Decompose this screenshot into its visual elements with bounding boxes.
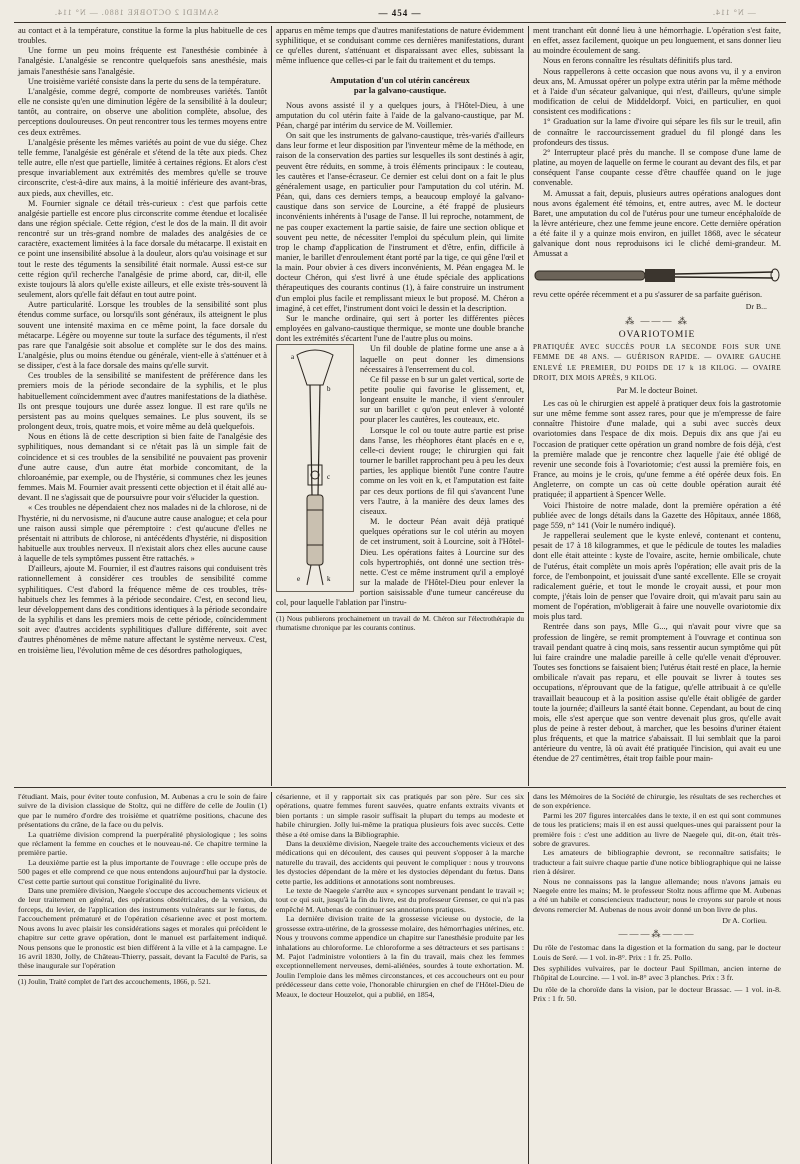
paragraph: L'analgésie, comme degré, comporte de nombreuses variétés. Tantôt elle ne consiste qu'en une diminution légère de la sensibilité à la douleur; tantôt, au contraire, on observe une abolition complète, absolue, des perceptions douloureuses. On peut rencontrer tous les termes moyens entre ces deux extrêmes. [18,86,267,137]
paragraph: Parmi les 207 figures intercalées dans le texte, il en est qui sont communes de tous les praticiens; mais il en est aussi quelques-unes qui paraissent pour la première fois : c'est une addition au livre de Naegele qui, dit-on, était très-sobre de gravures. [533,810,781,849]
paragraph: Dans la deuxième division, Naegele traite des accouchements vicieux et des médications qui en découlent, des causes qui peuvent s'opposer à la marche naturelle du travail, des accidents qui peuvent le compliquer : nous y trouvons les dystocies dépendant de la mère et les dystocies dépendant du fœtus. Dans cette partie, les additions et annotations sont nombreuses. [276,839,524,886]
figure-label: e [297,575,301,584]
paragraph: Ces troubles de la sensibilité se manifestent de préférence dans les premiers mois de la période secondaire de la syphilis, et le plus habituellement coïncidemment avec d'autres manifestations de la diathèse. Ils ont presque toujours une durée assez longue. Il est rare qu'ils ne persistent pas au moins quelques semaines. Le plus souvent, ils se prolongent deux, trois, quatre mois, et voire même au delà quelquefois. [18,371,267,432]
separator-ornament: ———⁂——— [618,928,696,939]
paragraph: Lorsque le col ou toute autre partie est prise dans l'anse, les rhéophores étant placés en e e, celle-ci devient rouge; le chirurgien qui fait tourner le barillet rapprochant peu à peu les deux parties, les applique bientôt l'une contre l'autre comme on les voit en k, et l'amputation est faite par ces deux portions de fil qui s'avancent l'une vers l'autre, à la manière des deux lames des ciseaux. [360,425,524,516]
paragraph: apparus en même temps que d'autres manifestations de nature évidemment syphilitique, et se conduisant comme ces dernières manifestations, durant ce qu'elles durent, s'atténuant et disparaissant avec elles, subissant la même influence que celles-ci par le fait du traitement et du temps. [276,26,524,66]
signature: Dr B... [745,301,767,311]
paragraph: ment tranchant eût donné lieu à une hémorrhagie. L'opération s'est faite, en effet, assez facilement, quoique un peu longuement, et sans donner lieu au moindre écoulement de sang. [533,26,781,56]
lower-column-3 [528,792,785,1164]
upper-columns [14,26,786,786]
paragraph: L'analgésie présente les mêmes variétés au point de vue du siége. Chez telle femme, l'analgésie est générale et s'étend de la tête aux pieds. Chez telle autre, elle n'est que partielle, limitée à certaines régions. Et alors c'est presque invariablement aux extrémités des membres qu'elle se trouve circonscrite, c'est-à-dire aux mains, à la moitié inférieure des avant-bras, aux pieds, aux chevilles, etc. [18,137,267,198]
article-title-ovariotomie: OVARIOTOMIE [618,330,696,341]
lower-columns [14,792,786,1164]
galvano-instrument-figure [276,344,354,592]
paragraph: M. Amussat a fait, depuis, plusieurs autres opérations analogues dont nous avons également été témoins, et, entre autres, avec M. le docteur Baret, une amputation du col de l'utérus pour une tumeur encéphaloïde de la lèvre antérieure, chez une femme jeune encore. Cette dernière opération a été faite il y a quinze mois environ, en juillet 1868, avec le sécateur galvanique dont nous reproduisons ici le cliché demi-grandeur. M. Amussat a [533,188,781,259]
paragraph: La quatrième division comprend la puerpéralité physiologique ; les soins que réclament la femme en couches et le nouveau-né. Ce chapitre termine la première partie. [18,829,267,858]
article-subtitle: PRATIQUÉE AVEC SUCCÈS POUR LA SECONDE FOIS SUR UNE FEMME DE 48 ANS. — GUÉRISON RAPIDE. — OVAIRE GAUCHE ENLEVÉ LE PREMIER, DU POIDS DE 17 k 18 KILOG. — OVAIRE DROIT, DIX MOIS APRÈS, 9 KILOG. [533,343,781,382]
bibliography-list [533,943,781,1003]
paragraph: 2° Interrupteur placé près du manche. Il se compose d'une lame de platine, au moyen de laquelle on ferme le courant au devant des fils, et par conséquent l'anse coupante cesse d'être chauffée quand on le juge convenable. [533,147,781,188]
paragraph: D'ailleurs, ajoute M. Fournier, il est d'autres raisons qui conduisent très rationnellement à considérer ces troubles de sensibilité comme syphilitiques. C'est d'abord la fréquence même de ces troubles, très-habituels chez les femmes à la période secondaire. C'est, en second lieu, leur développement dans des conditions identiques à la période secondaire de la syphilis et dans les premiers mois de cette période, coïncidemment soit avec d'autres accidents syphilitiques d'allure différente, soit avec d'autres phénomènes de même nature affectant le système nerveux. C'est, en troisième lieu, l'évolution même de ces désordres pathologiques, [18,564,267,655]
lower-column-1 [14,792,271,1164]
figure-label: b [327,385,331,394]
paragraph: Les amateurs de bibliographie devront, se reconnaître satisfaits; le traducteur a fait suivre chaque partie d'une notice bibliographique qui ne laisse rien à désirer. [533,848,781,877]
paragraph: Ce fil passe en b sur un galet vertical, sorte de petite poulie qui favorise le glissement, et, longeant ensuite le manche, il vient s'enrouler sur un barillet c qu'on peut enlever à volonté pour placer les cautères, les couteaux, etc. [360,374,524,425]
paragraph: au contact et à la température, constitue la forme la plus habituelle de ces troubles. [18,26,267,46]
paragraph: Un fil double de platine forme une anse a à laquelle on peut donner les dimensions nécessaires à l'enserrement du col. [360,344,524,374]
galvanic-secateur-figure [533,263,781,287]
paragraph: Sur le manche ordinaire, qui sert à porter les différentes pièces employées en galvano-caustique thermique, se monte une double branche dont les extrémités s'écartent l'une de l'autre plus ou moins. [276,313,524,344]
paragraph: Une forme un peu moins fréquente est l'anesthésie combinée à l'analgésie. L'analgésie se rencontre quelquefois sans anesthésie, mais jamais l'anesthésie sans l'analgésie. [18,46,267,76]
figure-label: k [327,575,331,584]
paragraph: l'étudiant. Mais, pour éviter toute confusion, M. Aubenas a cru le soin de faire suivre de la division classique de Stoltz, qui ne diffère de celle de Joulin (1) que par le numéro d'ordre des troisième et quatrième positions, chacune des présentations du crâne, de la face ou du pelvis. [18,792,267,830]
article-title-line: Amputation d'un col utérin cancéreux [330,74,470,85]
paragraph: Nous rappellerons à cette occasion que nous avons vu, il y a environ deux ans, M. Amussat opérer un polype extra utérin par la même méthode et à l'aide d'un sécateur galvanique, qui n'est, d'ailleurs, qu'une simple modification de celui de Middeldorpf. Voici, en particulier, en quoi consistent ces modifications : [533,66,781,117]
article-author: Par M. le docteur Boinet. [616,385,698,395]
footnote: (1) Nous publierons prochainement un travail de M. Chéron sur l'électrothérapie du rhumatisme chronique par les courants continus. [276,612,524,632]
article-title-amputation [276,75,524,95]
paragraph: revu cette opérée récemment et a pu s'assurer de sa parfaite guérison. [533,289,763,299]
page-header [14,4,786,22]
page-number: — 454 — [378,8,422,18]
column-3 [528,26,785,786]
paragraph: La dernière division traite de la grossesse vicieuse ou dystocie, de la grossesse extra-utérine, de la grossesse molaire, des hémorrhagies utérines, etc. Nous y trouvons comme appendice un chapitre sur l'anesthésie produite par les inhalations au chloroforme. Le chloroforme a ses détracteurs et ses partisans : M. Pajot l'administre volontiers à la fin du travail, mais chez les femmes exceptionnellement nerveuses, demi-aliénées, sourdes à toute exhortation. M. Joulin l'emploie dans les mêmes circonstances, et ces accoucheurs ont eu pour prédécesseur dans cette voie, l'honorable chirurgien en chef de l'Hôtel-Dieu de Meaux, le docteur Houzelot, qui a publié, en 1854, [276,914,524,999]
paragraph: Voici l'histoire de notre malade, dont la première opération a été publiée avec de longs détails dans la Gazette des Hôpitaux, année 1868, page 559, n° 141 (Voir le numéro indiqué). [533,500,781,530]
paragraph: M. le docteur Péan avait déjà pratiqué quelques opérations sur le col utérin au moyen de cet instrument, soit à Lourcine, soit à l'Hôtel-Dieu. Les opérations faites à Lourcine sur des cols hypertrophiés, ont donné une section très-nette. C'est ce même instrument qu'il a employé sur la malade de l'Hôtel-Dieu pour enlever la portion saisissable d'une tumeur cancéreuse du col, pour laquelle l'ablation par l'instru- [276,517,524,608]
column-2 [271,26,528,786]
bibliography-item: Du rôle de l'estomac dans la digestion et la formation du sang, par le docteur Louis de Seré. — 1 vol. in-8°. Prix : 1 fr. 25. Pollo. [533,943,781,962]
paragraph: Nous en étions là de cette description si bien faite de l'analgésie des syphilitiques, nous demandant si ce n'était pas là un simple fait de coïncidence et si ces troubles de la sensibilité ne pouvaient pas provenir d'une autre cause, d'un autre état morbide concomitant, de la chloroanémie, par exemple, ou de l'hystérie, si communes chez les jeunes femmes. Mais M. Fournier avait pressenti cette objection et il était allé au-devant. Il ne s'agissait que de poursuivre pour voir s'élucider la question. [18,432,267,503]
lower-column-2 [271,792,528,1164]
paragraph: Une troisième variété consiste dans la perte du sens de la température. [28,76,261,86]
paragraph: Nous avons assisté il y a quelques jours, à l'Hôtel-Dieu, à une amputation du col utérin faite à l'aide de la galvano-caustique, par M. Péan, chargé par intérim du service de M. Voillemier. [276,100,524,130]
figure-label: c [327,473,331,482]
column-1 [14,26,271,786]
paragraph: Je rappellerai seulement que le kyste enlevé, contenant et contenu, pesait de 17 à 18 kilogrammes, et que le pédicule de toutes les maladies dont elle était atteinte : kyste de l'ovaire, ascite, hernie ombilicale, chute de l'utérus, était complète un mois après l'opération; elle avait pris de la force, de l'embonpoint, et jouissait d'une santé excellente. Elle se croyait radicalement guérie, et tout le monde le croyait aussi, et pour mon compte, j'étais loin de penser que l'ovaire droit, qui m'avait paru sain au moment de l'opération, m'obligerait à faire une nouvelle ovariotomie dix mois plus tard. [533,531,781,622]
signature: Dr A. Corlieu. [722,916,767,926]
header-bleed-through-right: — N° 114. [712,8,756,17]
paragraph: 1° Graduation sur la lame d'ivoire qui sépare les fils sur le treuil, afin de connaître le raccourcissement graduel du fil plongé dans les profondeurs des tissus. [533,117,781,147]
paragraph: Les cas où le chirurgien est appelé à pratiquer deux fois la gastrotomie sur une même femme sont assez rares, pour que je m'empresse de faire connaître l'histoire d'une malade, qui a subi avec succès deux ovariotomies dans l'espace de dix mois. Depuis dix ans que j'ai eu l'occasion de pratiquer cette opération un grand nombre de fois déjà, c'est la première malade que je rencontre chez laquelle j'aie été obligé de revenir une seconde fois à l'ovariotomie; c'est aussi la première fois, en France, au moins je le crois, qu'une femme a été opérée deux fois. En Angleterre, on compte un cas où cette double opération aurait été pratiquée; il appartient à Spencer Welle. [533,399,781,500]
header-rule [14,22,786,23]
section-rule [14,787,786,788]
bibliography-item: Du rôle de la choroïde dans la vision, par le docteur Brassac. — 1 vol. in-8. Prix : 1 fr. 50. [533,984,781,1004]
paragraph: M. Fournier signale ce détail très-curieux : c'est que parfois cette analgésie partielle est encore plus circonscrite comme étendue et localisée dans une région spéciale. Cette région, c'est le dos de la main. Il dit avoir rencontré sur un très-grand nombre de malades des analgésies de ce caractère, exactement limitées à la face dorsale du métacarpe. Il existait en ce point une insensibilité absolue à la douleur, alors qu'au voisinage et sur tout le reste des téguments la sensibilité était normale. Aussi est-ce sur cette région qu'il recherche l'analgésie de prime abord, car, dit-il, elle existe toujours là alors qu'elle existe ailleurs, et elle existe très-souvent là seulement, alors qu'elle fait défaut en tout autre point. [18,198,267,300]
figure-label: a [291,353,295,362]
paragraph: « Ces troubles ne dépendaient chez nos malades ni de la chlorose, ni de l'hystérie, ni du nervosisme, ni d'aucune autre cause analogue; et cela pour une raison aussi simple que péremptoire : c'est qu'aucune d'elles ne présentait ni attributs de chlorose, ni antécédents d'hystérie, ni disposition habituelle aux troubles nerveux. Il n'existait alors chez elles aucune cause à laquelle de tels symptômes pussent être rattachés. » [18,503,267,564]
paragraph: dans les Mémoires de la Société de chirurgie, les résultats de ses recherches et de son expérience. [533,792,781,811]
paragraph: césarienne, et il y rapportait six cas pratiqués par son père. Sur ces six opérations, quatre femmes furent sauvées, quatre enfants extraits vivants et bien portants : un simple rasoir suffisait la plupart du temps au modeste et habile chirurgien. Jolly lui-même la pratiqua plusieurs fois avec succès. Cette thèse a été omise dans la Bibliographie. [276,792,524,839]
paragraph: Nous ne connaissons pas la langue allemande; nous n'avons jamais eu Naegele entre les mains; M. le professeur Stoltz nous affirme que M. Aubenas a été un habile et consciencieux traducteur; nous le croyons sur parole et nous devons remercier M. Aubenas de nous avoir donné un bon livre de plus. [533,876,781,914]
paragraph: On sait que les instruments de galvano-caustique, très-variés d'ailleurs dans leur forme et leur disposition par l'inventeur même de la méthode, en raison de la conservation des parties sur lesquelles ils sont destinés à agir, peuvent être réduits, en somme, à trois éléments principaux : le couteau, les cautères et l'anse-écraseur. Ce dernier est celui dont on a fait le plus généralement usage, en particulier pour l'amputation du col utérin. M. Péan, qui, dans ces derniers temps, a beaucoup employé la galvano-caustique dans son service de Lourcine, a été frappé de plusieurs inconvénients inhérents à l'usage de l'anse. Il lui reproche, notamment, de ne pas couper exactement la partie saisie, de faire une section oblique et souvent peu nette, de nécessiter l'emploi du spéculum plein, qui limite trop le champ d'application de l'instrument et d'être, enfin, difficile à manier, le barillet d'enroulement étant porté par la tige, ce qui gêne l'œil et la main. Pour obvier à ces divers inconvénients, M. Péan engagea M. le docteur Chéron, qui s'est livré à une étude spéciale des applications thérapeutiques des courants continus (1), à faire construire un instrument d'un emploi plus facile et remplissant mieux le but proposé. M. Chéron a imaginé, à cet effet, l'instrument dont voici le dessin et la description. [276,131,524,313]
footnote: (1) Joulin, Traité complet de l'art des accouchements, 1866, p. 521. [18,975,267,987]
paragraph: La deuxième partie est la plus importante de l'ouvrage : elle occupe près de 500 pages et elle comprend ce que nous entendons aujourd'hui par la dystocie. C'est cette partie surtout qui constitue l'originalité du livre. [18,857,267,886]
paragraph: Le texte de Naegele s'arrête aux « syncopes survenant pendant le travail »; tout ce qui suit, jusqu'à la fin du livre, est du professeur Grenser, ce qui n'a pas empêché M. Aubenas de continuer ses annotations pratiques. [276,886,524,914]
paragraph: Nous en ferons connaître les résultats définitifs plus tard. [543,56,733,66]
bibliography-item: Des syphilides vulvaires, par le docteur Paul Spillman, ancien interne de l'hôpital de Lourcine. — 1 vol. in-8° avec 3 planches. Prix : 3 fr. [533,963,781,983]
separator-ornament: ⁂ ——— ⁂ [625,315,689,326]
paragraph: Dans une première division, Naegele s'occupe des accouchements vicieux et de leur traitement en général, des opérations obstétricales, de la version, du forceps, du levier, de l'application des instruments vulnérants sur le fœtus, de l'accouchement prématuré et de l'opération césarienne avec et post mortem. Nous avons lu avec plaisir les considérations sages et morales qui précèdent le chapitre sur cette grave opération, dont le manuel est parfaitement indiqué. Nous pensons que le pronostic est bien différent à la ville et à la campagne. Le 16 avril 1830, Jolly, de Château-Thierry, passait, devant la Faculté de Paris, sa thèse inaugurale sur l'opération [18,886,267,971]
paragraph: Autre particularité. Lorsque les troubles de la sensibilité sont plus étendus comme surface, ou lorsqu'ils sont généraux, ils atteignent le plus souvent une intensité maxima en ce même point, la face dorsale du métacarpe. Légère ou moyenne sur toute la surface des téguments, il n'est pas rare que l'analgésie soit absolue et complète sur le dos des mains. L'analgésie, plus ou moins étendue ou générale, vient-elle à s'atténuer et à se dissiper, c'est à la face dorsale des mains qu'elle survit. [18,300,267,371]
instrument-drawing [277,345,353,591]
article-title-line: par la galvano-caustique. [353,84,447,95]
paragraph: Rentrée dans son pays, Mlle G..., qui n'avait pour vivre que sa profession de lingère, se remit promptement à l'ouvrage et continua son travail pendant quatre à cinq mois, sans ressentir aucun symptôme qui pût lui faire craindre une maladie pareille à celle qu'elle venait d'éprouver. Toutes ses fonctions se faisaient bien; l'utérus était resté en place, la hernie ombilicale n'avait pas reparu, et elle pouvait se livrer à toutes ses occupations, n'éprouvant que de la fatigue, qu'elle attribuait à ce qu'elle travaillait beaucoup et à la position assise qu'elle était obligée de garder toute la journée; d'ailleurs la santé était bonne. Cependant, au bout de cinq mois, elle s'est aperçue que son ventre devenait plus gros, qu'elle avait plus de peine à rester debout, à marcher, que les besoins d'uriner étaient plus fréquents, et que la matrice s'abaissait. Il lui semblait que la paroi antérieure du ventre, là où avait été pratiquée l'incision, qui avait eu une étendue de 27 centimètres, était trop faible pour main- [533,622,781,764]
header-bleed-through-left: SAMEDI 2 OCTOBRE 1880. — N° 114. [54,8,219,17]
